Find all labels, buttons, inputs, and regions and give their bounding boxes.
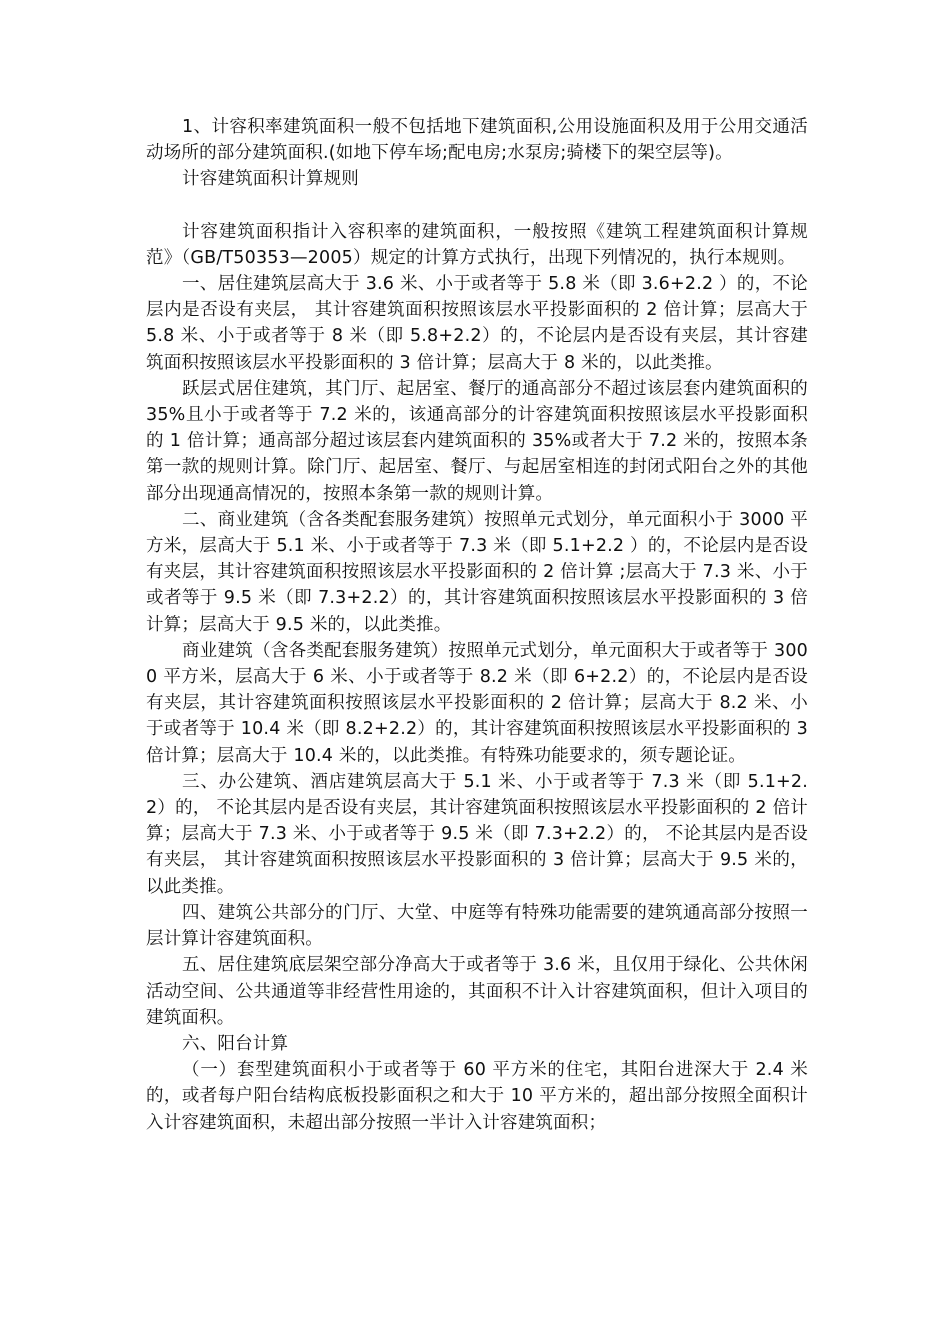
blank-line bbox=[146, 193, 808, 219]
paragraph-rule-4: 四、建筑公共部分的门厅、大堂、中庭等有特殊功能需要的建筑通高部分按照一层计算计容建筑面积。 bbox=[146, 902, 808, 950]
paragraph-rule-6-item-1: （一）套型建筑面积小于或者等于 60 平方米的住宅，其阳台进深大于 2.4 米的，或者每户阳台结构底板投影面积之和大于 10 平方米的，超出部分按照全面积计入计容建筑面积，未超出部分按照一半计入计容建筑面积； bbox=[146, 1060, 808, 1133]
paragraph-rule-2-large: 商业建筑（含各类配套服务建筑）按照单元式划分，单元面积大于或者等于 3000 平方米，层高大于 6 米、小于或者等于 8.2 米（即 6+2.2）的，不论层内是否设有夹层，其计容建筑面积按照该层水平投影面积的 2 倍计算；层高大于 8.2 米、小于或者等于 10.4 米（即 8.2+2.2）的，其计容建筑面积按照该层水平投影面积的 3 倍计算；层高大于 10.4 米的，以此类推。有特殊功能要求的，须专题论证。 bbox=[146, 640, 808, 766]
document-body bbox=[146, 114, 808, 1136]
paragraph-rule-1: 一、居住建筑层高大于 3.6 米、小于或者等于 5.8 米（即 3.6+2.2 ）的，不论层内是否设有夹层， 其计容建筑面积按照该层水平投影面积的 2 倍计算；层高大于 5.8 米、小于或者等于 8 米（即 5.8+2.2）的，不论层内是否设有夹层，其计容建筑面积按照该层水平投影面积的 3 倍计算；层高大于 8 米的，以此类推。 bbox=[146, 274, 808, 373]
paragraph-rule-5: 五、居住建筑底层架空部分净高大于或者等于 3.6 米，且仅用于绿化、公共休闲活动空间、公共通道等非经营性用途的，其面积不计入计容建筑面积，但计入项目的建筑面积。 bbox=[146, 955, 808, 1028]
paragraph-rule-1-duplex: 跃层式居住建筑，其门厅、起居室、餐厅的通高部分不超过该层套内建筑面积的 35%且小于或者等于 7.2 米的，该通高部分的计容建筑面积按照该层水平投影面积的 1 倍计算；通高部分超过该层套内建筑面积的 35%或者大于 7.2 米的，按照本条第一款的规则计算。除门厅、起居室、餐厅、与起居室相连的封闭式阳台之外的其他部分出现通高情况的，按照本条第一款的规则计算。 bbox=[146, 378, 808, 504]
paragraph-rule-6-heading: 六、阳台计算 bbox=[182, 1033, 289, 1054]
paragraph-definition: 计容建筑面积指计入容积率的建筑面积，一般按照《建筑工程建筑面积计算规范》（GB/T50353—2005）规定的计算方式执行，出现下列情况的，执行本规则。 bbox=[146, 221, 808, 268]
paragraph-intro: 1、计容积率建筑面积一般不包括地下建筑面积,公用设施面积及用于公用交通活动场所的部分建筑面积.(如地下停车场;配电房;水泵房;骑楼下的架空层等)。 bbox=[146, 117, 808, 164]
paragraph-rule-3: 三、办公建筑、酒店建筑层高大于 5.1 米、小于或者等于 7.3 米（即 5.1+2.2）的， 不论其层内是否设有夹层，其计容建筑面积按照该层水平投影面积的 2 倍计算；层高大于 7.3 米、小于或者等于 9.5 米（即 7.3+2.2）的， 不论其层内是否设有夹层， 其计容建筑面积按照该层水平投影面积的 3 倍计算；层高大于 9.5 米的，以此类推。 bbox=[146, 771, 808, 897]
section-heading: 计容建筑面积计算规则 bbox=[182, 169, 359, 190]
paragraph-rule-2: 二、商业建筑（含各类配套服务建筑）按照单元式划分，单元面积小于 3000 平方米，层高大于 5.1 米、小于或者等于 7.3 米（即 5.1+2.2 ）的，不论层内是否设有夹层，其计容建筑面积按照该层水平投影面积的 2 倍计算 ;层高大于 7.3 米、小于或者等于 9.5 米（即 7.3+2.2）的，其计容建筑面积按照该层水平投影面积的 3 倍计算；层高大于 9.5 米的，以此类推。 bbox=[146, 509, 808, 635]
